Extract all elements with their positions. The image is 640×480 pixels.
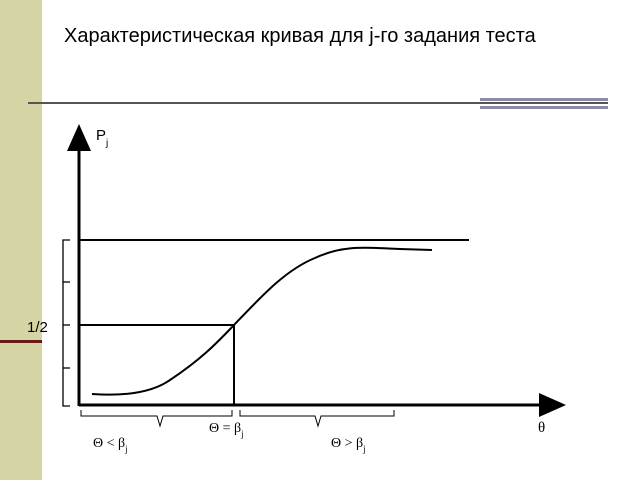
region-right-label: $\Theta > \beta_j$: [331, 436, 366, 454]
half-level-label: 1/2: [27, 319, 48, 336]
characteristic-curve: [92, 248, 432, 395]
left-scale-bracket: [63, 240, 70, 406]
x-axis-label: θ: [538, 420, 546, 436]
right-region-brace: [240, 410, 394, 426]
y-axis-label: $P_j$: [96, 127, 109, 149]
region-center-label: $\Theta = \beta_j$: [209, 421, 244, 439]
slide-title: Характеристическая кривая для j-го задания теста: [64, 25, 536, 47]
region-left-label: $\Theta < \beta_j$: [93, 436, 128, 454]
